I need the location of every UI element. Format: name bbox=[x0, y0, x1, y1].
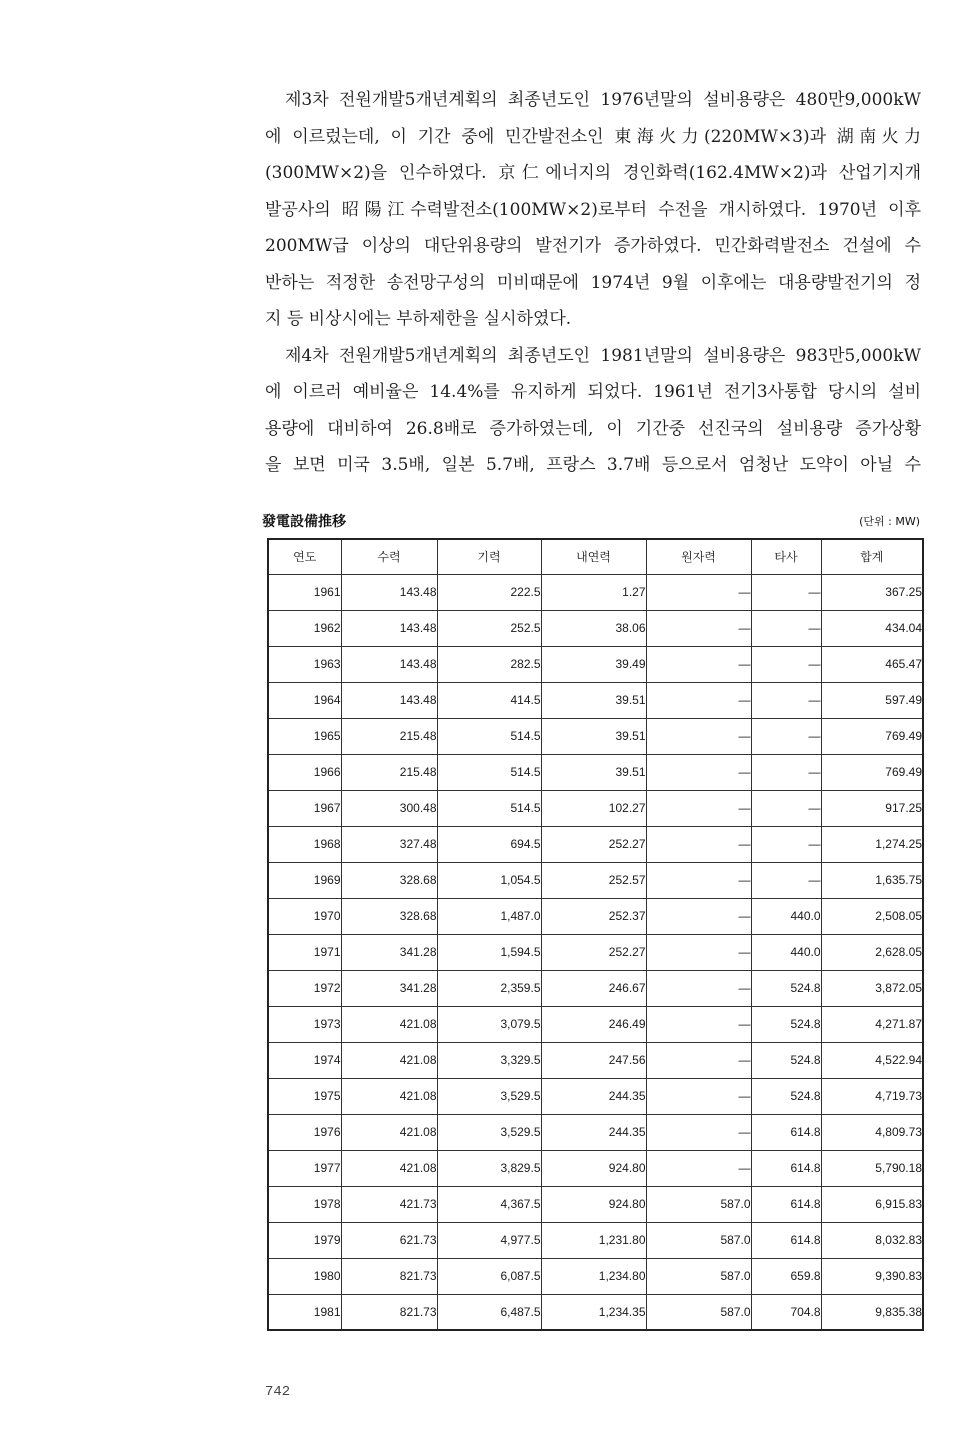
other-company-cell: — bbox=[751, 646, 821, 682]
hydro-cell: 421.73 bbox=[341, 1186, 437, 1222]
total-cell: 3,872.05 bbox=[821, 970, 923, 1006]
steam-cell: 514.5 bbox=[437, 718, 541, 754]
table-row bbox=[268, 1114, 923, 1150]
nuclear-cell: 587.0 bbox=[646, 1222, 751, 1258]
table-unit-label: (단위 : MW) bbox=[859, 515, 920, 528]
internal-combustion-cell: 1.27 bbox=[541, 574, 646, 610]
total-cell: 769.49 bbox=[821, 718, 923, 754]
total-cell: 367.25 bbox=[821, 574, 923, 610]
hydro-cell: 341.28 bbox=[341, 970, 437, 1006]
table-row bbox=[268, 574, 923, 610]
hydro-cell: 327.48 bbox=[341, 826, 437, 862]
year-cell: 1966 bbox=[268, 754, 341, 790]
hydro-cell: 421.08 bbox=[341, 1078, 437, 1114]
body-line: 200MW급 이상의 대단위용량의 발전기가 증가하였다. 민간화력발전소 건설에 수 bbox=[265, 236, 921, 256]
steam-cell: 514.5 bbox=[437, 754, 541, 790]
hydro-cell: 821.73 bbox=[341, 1294, 437, 1330]
total-cell: 4,271.87 bbox=[821, 1006, 923, 1042]
body-line: 발공사의 昭陽江수력발전소(100MW×2)로부터 수전을 개시하였다. 1970년 이후 bbox=[265, 199, 921, 220]
other-company-cell: — bbox=[751, 826, 821, 862]
year-cell: 1967 bbox=[268, 790, 341, 826]
nuclear-cell: — bbox=[646, 934, 751, 970]
other-company-cell: 614.8 bbox=[751, 1222, 821, 1258]
total-cell: 917.25 bbox=[821, 790, 923, 826]
table-row bbox=[268, 1222, 923, 1258]
header-hydro: 수력 bbox=[341, 539, 437, 574]
table-row bbox=[268, 1078, 923, 1114]
internal-combustion-cell: 252.27 bbox=[541, 934, 646, 970]
total-cell: 9,835.38 bbox=[821, 1294, 923, 1330]
other-company-cell: 524.8 bbox=[751, 1006, 821, 1042]
nuclear-cell: 587.0 bbox=[646, 1294, 751, 1330]
hydro-cell: 421.08 bbox=[341, 1042, 437, 1078]
nuclear-cell: — bbox=[646, 862, 751, 898]
nuclear-cell: — bbox=[646, 1006, 751, 1042]
table-row bbox=[268, 1258, 923, 1294]
body-line: 에 이르러 예비율은 14.4%를 유지하게 되었다. 1961년 전기3사통합 당시의 설비 bbox=[265, 382, 921, 402]
nuclear-cell: — bbox=[646, 970, 751, 1006]
nuclear-cell: — bbox=[646, 1042, 751, 1078]
year-cell: 1961 bbox=[268, 574, 341, 610]
table-row bbox=[268, 718, 923, 754]
other-company-cell: 440.0 bbox=[751, 898, 821, 934]
body-line: 에 이르렀는데, 이 기간 중에 민간발전소인 東海火力(220MW×3)과 湖南火力 bbox=[265, 126, 921, 147]
table-row bbox=[268, 826, 923, 862]
other-company-cell: 614.8 bbox=[751, 1114, 821, 1150]
body-line: 지 등 비상시에는 부하제한을 실시하였다. bbox=[265, 309, 572, 329]
internal-combustion-cell: 39.51 bbox=[541, 682, 646, 718]
header-nuclear: 원자력 bbox=[646, 539, 751, 574]
internal-combustion-cell: 924.80 bbox=[541, 1150, 646, 1186]
table-row bbox=[268, 898, 923, 934]
table-row bbox=[268, 970, 923, 1006]
body-line: 을 보면 미국 3.5배, 일본 5.7배, 프랑스 3.7배 등으로서 엄청난 도약이 아닐 수 bbox=[265, 455, 921, 475]
total-cell: 4,809.73 bbox=[821, 1114, 923, 1150]
steam-cell: 4,367.5 bbox=[437, 1186, 541, 1222]
year-cell: 1963 bbox=[268, 646, 341, 682]
year-cell: 1974 bbox=[268, 1042, 341, 1078]
internal-combustion-cell: 252.57 bbox=[541, 862, 646, 898]
internal-combustion-cell: 244.35 bbox=[541, 1114, 646, 1150]
internal-combustion-cell: 1,231.80 bbox=[541, 1222, 646, 1258]
steam-cell: 3,829.5 bbox=[437, 1150, 541, 1186]
internal-combustion-cell: 924.80 bbox=[541, 1186, 646, 1222]
table-title: 發電設備推移 bbox=[262, 514, 346, 530]
hydro-cell: 821.73 bbox=[341, 1258, 437, 1294]
body-line: (300MW×2)을 인수하였다. 京仁에너지의 경인화력(162.4MW×2)과 산업기지개 bbox=[265, 163, 921, 183]
steam-cell: 694.5 bbox=[437, 826, 541, 862]
steam-cell: 6,087.5 bbox=[437, 1258, 541, 1294]
total-cell: 6,915.83 bbox=[821, 1186, 923, 1222]
steam-cell: 414.5 bbox=[437, 682, 541, 718]
steam-cell: 1,594.5 bbox=[437, 934, 541, 970]
nuclear-cell: — bbox=[646, 610, 751, 646]
other-company-cell: 524.8 bbox=[751, 1078, 821, 1114]
internal-combustion-cell: 39.51 bbox=[541, 718, 646, 754]
steam-cell: 3,529.5 bbox=[437, 1078, 541, 1114]
steam-cell: 3,529.5 bbox=[437, 1114, 541, 1150]
other-company-cell: — bbox=[751, 862, 821, 898]
hydro-cell: 421.08 bbox=[341, 1114, 437, 1150]
other-company-cell: — bbox=[751, 718, 821, 754]
total-cell: 769.49 bbox=[821, 754, 923, 790]
table-row bbox=[268, 610, 923, 646]
header-internal-combustion: 내연력 bbox=[541, 539, 646, 574]
year-cell: 1962 bbox=[268, 610, 341, 646]
year-cell: 1981 bbox=[268, 1294, 341, 1330]
table-row bbox=[268, 790, 923, 826]
table-row bbox=[268, 934, 923, 970]
body-text bbox=[265, 82, 921, 484]
total-cell: 597.49 bbox=[821, 682, 923, 718]
hydro-cell: 143.48 bbox=[341, 646, 437, 682]
total-cell: 2,508.05 bbox=[821, 898, 923, 934]
year-cell: 1977 bbox=[268, 1150, 341, 1186]
nuclear-cell: — bbox=[646, 1114, 751, 1150]
other-company-cell: 704.8 bbox=[751, 1294, 821, 1330]
total-cell: 4,719.73 bbox=[821, 1078, 923, 1114]
table-row bbox=[268, 1186, 923, 1222]
steam-cell: 222.5 bbox=[437, 574, 541, 610]
table-row bbox=[268, 1042, 923, 1078]
year-cell: 1975 bbox=[268, 1078, 341, 1114]
hydro-cell: 143.48 bbox=[341, 682, 437, 718]
table-row bbox=[268, 682, 923, 718]
steam-cell: 6,487.5 bbox=[437, 1294, 541, 1330]
internal-combustion-cell: 102.27 bbox=[541, 790, 646, 826]
hydro-cell: 421.08 bbox=[341, 1150, 437, 1186]
other-company-cell: 659.8 bbox=[751, 1258, 821, 1294]
total-cell: 434.04 bbox=[821, 610, 923, 646]
internal-combustion-cell: 39.49 bbox=[541, 646, 646, 682]
nuclear-cell: — bbox=[646, 682, 751, 718]
internal-combustion-cell: 252.37 bbox=[541, 898, 646, 934]
paragraph bbox=[265, 82, 921, 338]
power-facilities-table bbox=[267, 538, 924, 1331]
nuclear-cell: — bbox=[646, 754, 751, 790]
paragraph bbox=[265, 338, 921, 484]
page-number: 742 bbox=[265, 1384, 291, 1400]
header-steam: 기력 bbox=[437, 539, 541, 574]
year-cell: 1968 bbox=[268, 826, 341, 862]
hydro-cell: 300.48 bbox=[341, 790, 437, 826]
other-company-cell: 524.8 bbox=[751, 970, 821, 1006]
hydro-cell: 143.48 bbox=[341, 574, 437, 610]
internal-combustion-cell: 39.51 bbox=[541, 754, 646, 790]
nuclear-cell: — bbox=[646, 790, 751, 826]
steam-cell: 1,487.0 bbox=[437, 898, 541, 934]
total-cell: 5,790.18 bbox=[821, 1150, 923, 1186]
internal-combustion-cell: 1,234.35 bbox=[541, 1294, 646, 1330]
year-cell: 1976 bbox=[268, 1114, 341, 1150]
hydro-cell: 328.68 bbox=[341, 898, 437, 934]
year-cell: 1964 bbox=[268, 682, 341, 718]
total-cell: 4,522.94 bbox=[821, 1042, 923, 1078]
year-cell: 1972 bbox=[268, 970, 341, 1006]
table-row bbox=[268, 1006, 923, 1042]
total-cell: 1,635.75 bbox=[821, 862, 923, 898]
table-row bbox=[268, 862, 923, 898]
body-line: 반하는 적정한 송전망구성의 미비때문에 1974년 9월 이후에는 대용량발전기의 정 bbox=[265, 272, 921, 293]
hydro-cell: 215.48 bbox=[341, 718, 437, 754]
internal-combustion-cell: 38.06 bbox=[541, 610, 646, 646]
other-company-cell: 440.0 bbox=[751, 934, 821, 970]
year-cell: 1970 bbox=[268, 898, 341, 934]
header-other-company: 타사 bbox=[751, 539, 821, 574]
other-company-cell: 524.8 bbox=[751, 1042, 821, 1078]
year-cell: 1971 bbox=[268, 934, 341, 970]
table-row bbox=[268, 1294, 923, 1330]
hydro-cell: 215.48 bbox=[341, 754, 437, 790]
nuclear-cell: — bbox=[646, 826, 751, 862]
year-cell: 1980 bbox=[268, 1258, 341, 1294]
other-company-cell: — bbox=[751, 682, 821, 718]
internal-combustion-cell: 244.35 bbox=[541, 1078, 646, 1114]
header-total: 합계 bbox=[821, 539, 923, 574]
hydro-cell: 621.73 bbox=[341, 1222, 437, 1258]
steam-cell: 3,329.5 bbox=[437, 1042, 541, 1078]
steam-cell: 514.5 bbox=[437, 790, 541, 826]
nuclear-cell: — bbox=[646, 574, 751, 610]
year-cell: 1979 bbox=[268, 1222, 341, 1258]
internal-combustion-cell: 252.27 bbox=[541, 826, 646, 862]
total-cell: 465.47 bbox=[821, 646, 923, 682]
steam-cell: 3,079.5 bbox=[437, 1006, 541, 1042]
steam-cell: 2,359.5 bbox=[437, 970, 541, 1006]
nuclear-cell: — bbox=[646, 898, 751, 934]
steam-cell: 252.5 bbox=[437, 610, 541, 646]
internal-combustion-cell: 247.56 bbox=[541, 1042, 646, 1078]
nuclear-cell: — bbox=[646, 1150, 751, 1186]
year-cell: 1973 bbox=[268, 1006, 341, 1042]
internal-combustion-cell: 1,234.80 bbox=[541, 1258, 646, 1294]
internal-combustion-cell: 246.49 bbox=[541, 1006, 646, 1042]
steam-cell: 1,054.5 bbox=[437, 862, 541, 898]
table-row bbox=[268, 1150, 923, 1186]
internal-combustion-cell: 246.67 bbox=[541, 970, 646, 1006]
table-body bbox=[268, 574, 923, 1330]
hydro-cell: 143.48 bbox=[341, 610, 437, 646]
other-company-cell: 614.8 bbox=[751, 1150, 821, 1186]
hydro-cell: 421.08 bbox=[341, 1006, 437, 1042]
nuclear-cell: — bbox=[646, 718, 751, 754]
total-cell: 2,628.05 bbox=[821, 934, 923, 970]
steam-cell: 282.5 bbox=[437, 646, 541, 682]
body-line: 제3차 전원개발5개년계획의 최종년도인 1976년말의 설비용량은 480만9,000kW bbox=[285, 90, 921, 110]
other-company-cell: — bbox=[751, 754, 821, 790]
nuclear-cell: 587.0 bbox=[646, 1186, 751, 1222]
table-row bbox=[268, 646, 923, 682]
other-company-cell: — bbox=[751, 790, 821, 826]
other-company-cell: — bbox=[751, 610, 821, 646]
total-cell: 1,274.25 bbox=[821, 826, 923, 862]
hydro-cell: 341.28 bbox=[341, 934, 437, 970]
header-year: 연도 bbox=[268, 539, 341, 574]
table-row bbox=[268, 754, 923, 790]
hydro-cell: 328.68 bbox=[341, 862, 437, 898]
other-company-cell: — bbox=[751, 574, 821, 610]
body-line: 제4차 전원개발5개년계획의 최종년도인 1981년말의 설비용량은 983만5,000kW bbox=[285, 345, 921, 366]
table-header-row bbox=[268, 539, 923, 574]
nuclear-cell: — bbox=[646, 1078, 751, 1114]
nuclear-cell: — bbox=[646, 646, 751, 682]
year-cell: 1978 bbox=[268, 1186, 341, 1222]
total-cell: 9,390.83 bbox=[821, 1258, 923, 1294]
year-cell: 1969 bbox=[268, 862, 341, 898]
steam-cell: 4,977.5 bbox=[437, 1222, 541, 1258]
body-line: 용량에 대비하여 26.8배로 증가하였는데, 이 기간중 선진국의 설비용량 증가상황 bbox=[265, 418, 921, 439]
year-cell: 1965 bbox=[268, 718, 341, 754]
total-cell: 8,032.83 bbox=[821, 1222, 923, 1258]
other-company-cell: 614.8 bbox=[751, 1186, 821, 1222]
nuclear-cell: 587.0 bbox=[646, 1258, 751, 1294]
